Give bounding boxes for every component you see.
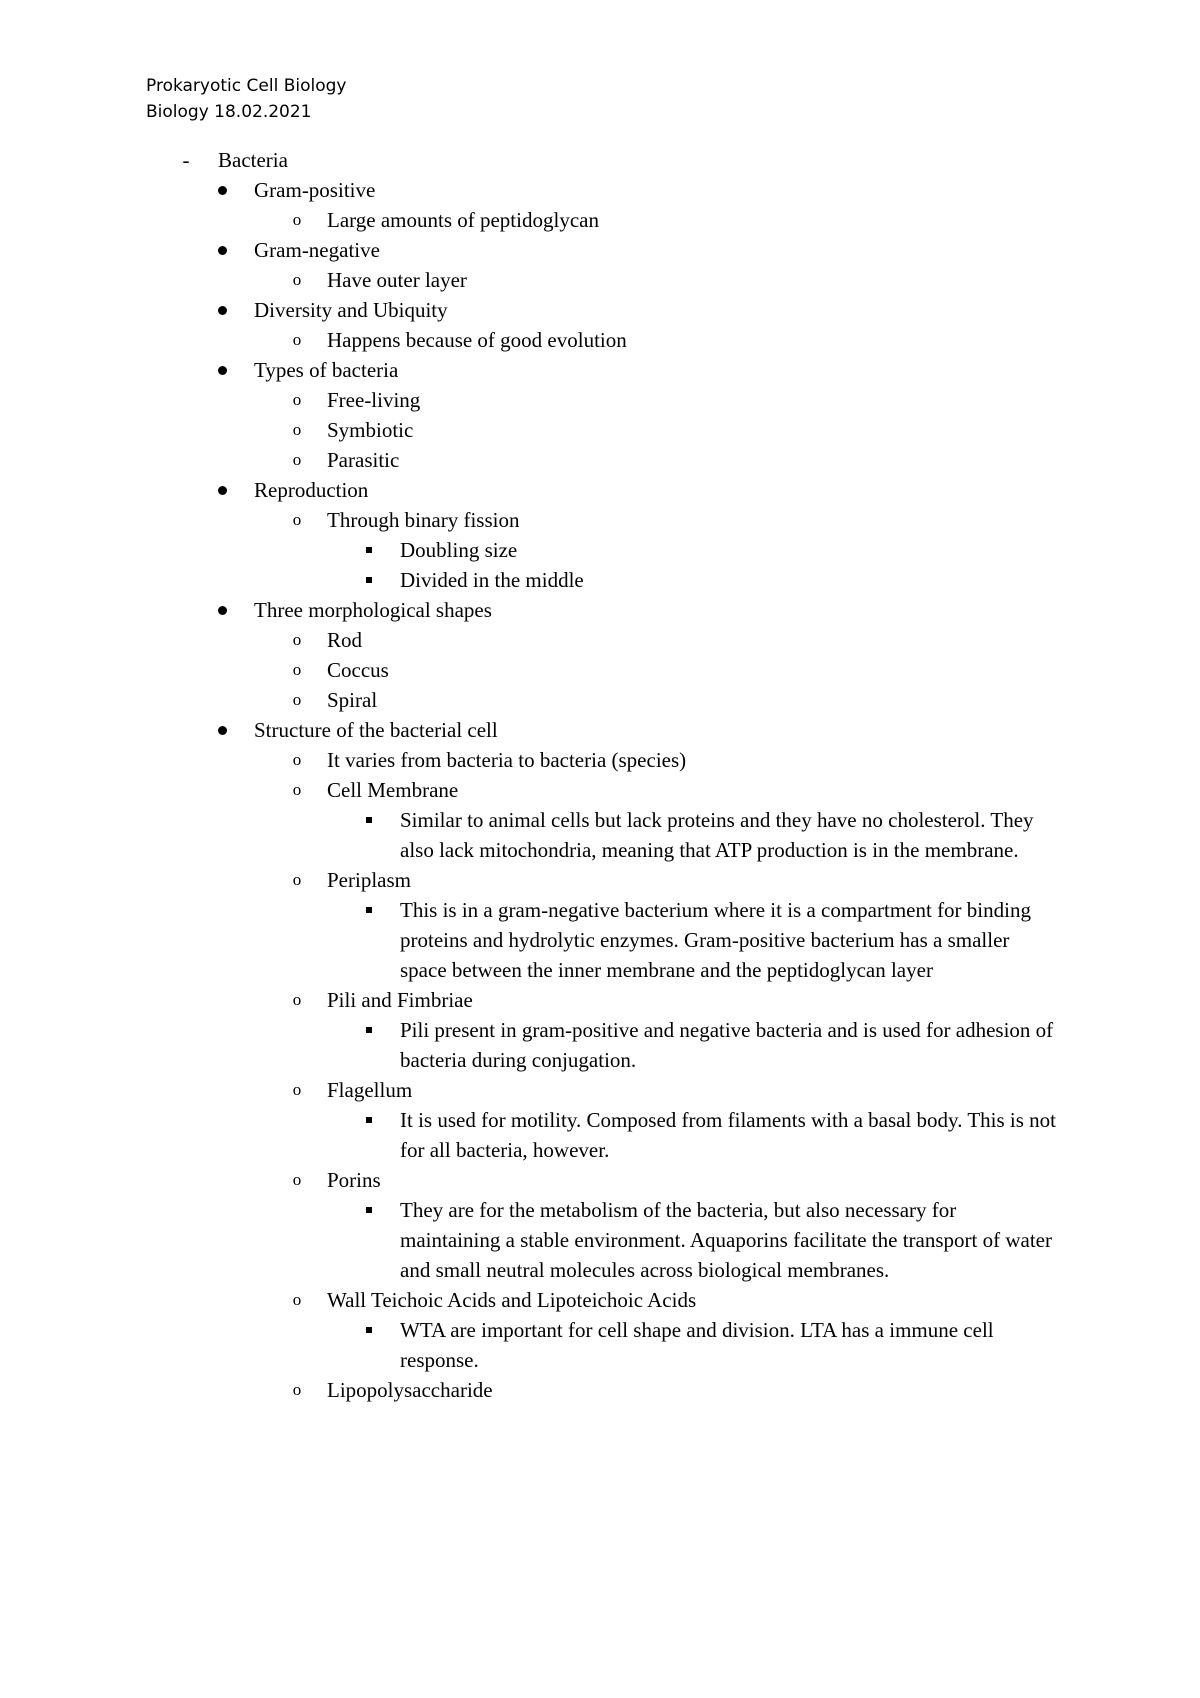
outline-item-text: Pili and Fimbriae: [327, 988, 473, 1012]
outline-item-level-2: [0, 745, 1200, 775]
outline-item-level-2: [0, 775, 1200, 805]
outline-item-level-3: [0, 535, 1200, 565]
outline-item-text: This is in a gram-negative bacterium where it is a compartment for binding proteins and hydrolytic enzymes. Gram-positive bacterium has a smaller space between the inner membrane and the peptidoglycan layer: [400, 898, 1031, 982]
document-subtitle: Biology 18.02.2021: [146, 102, 312, 122]
bullet-icon: [212, 475, 232, 505]
outline-item-level-2: [0, 625, 1200, 655]
outline-item-text: Porins: [327, 1168, 381, 1192]
circle-marker: o: [292, 990, 302, 1009]
outline-item-level-2: [0, 865, 1200, 895]
outline-item-level-2: [0, 685, 1200, 715]
circle-marker: o: [292, 750, 302, 769]
circle-marker: o: [292, 780, 302, 799]
outline-item-text: It is used for motility. Composed from filaments with a basal body. This is not for all bacteria, however.: [400, 1108, 1056, 1162]
square-bullet-icon: [359, 1105, 379, 1135]
outline-item-text: Flagellum: [327, 1078, 413, 1102]
circle-marker: o: [292, 420, 302, 439]
outline-item-text: Periplasm: [327, 868, 411, 892]
circle-marker: o: [292, 510, 302, 529]
outline-item-text: Divided in the middle: [400, 568, 584, 592]
outline-item-text: Lipopolysaccharide: [327, 1378, 493, 1402]
outline-item-level-2: [0, 1075, 1200, 1105]
square-bullet-icon: [359, 535, 379, 565]
outline-item-text: Bacteria: [218, 148, 288, 172]
dash-marker: -: [182, 148, 190, 172]
outline-item-text: Rod: [327, 628, 363, 652]
outline-item-level-2: [0, 1375, 1200, 1405]
outline-item-text: Similar to animal cells but lack proteins and they have no cholesterol. They also lack mitochondria, meaning that ATP production is in the membrane.: [400, 808, 1034, 862]
outline-item-level-3: [0, 1315, 1200, 1375]
square-bullet-icon: [359, 805, 379, 835]
document-header: [146, 73, 346, 125]
outline-item-level-1: [0, 175, 1200, 205]
circle-marker: o: [292, 870, 302, 889]
circle-marker: o: [292, 210, 302, 229]
circle-marker: o: [292, 1170, 302, 1189]
outline-item-level-2: [0, 205, 1200, 235]
outline-item-text: Three morphological shapes: [254, 598, 492, 622]
bullet-icon: [212, 295, 232, 325]
outline-item-text: Coccus: [327, 658, 389, 682]
circle-marker: o: [292, 270, 302, 289]
outline-item-text: Diversity and Ubiquity: [254, 298, 448, 322]
outline-item-text: Gram-negative: [254, 238, 380, 262]
outline-item-level-3: [0, 565, 1200, 595]
outline-item-level-3: [0, 805, 1200, 865]
outline-item-text: It varies from bacteria to bacteria (species): [327, 748, 687, 772]
outline-item-level-1: [0, 235, 1200, 265]
notes-outline: [0, 145, 1200, 1405]
outline-item-level-2: [0, 985, 1200, 1015]
outline-item-level-2: [0, 265, 1200, 295]
outline-item-text: WTA are important for cell shape and division. LTA has a immune cell response.: [400, 1318, 994, 1372]
circle-marker: o: [292, 1080, 302, 1099]
circle-marker: o: [292, 1380, 302, 1399]
outline-item-level-3: [0, 1015, 1200, 1075]
outline-item-text: Types of bacteria: [254, 358, 399, 382]
outline-item-level-1: [0, 355, 1200, 385]
outline-item-text: Spiral: [327, 688, 378, 712]
outline-item-text: Free-living: [327, 388, 421, 412]
bullet-icon: [212, 235, 232, 265]
outline-item-level-3: [0, 1195, 1200, 1285]
outline-item-text: Pili present in gram-positive and negative bacteria and is used for adhesion of bacteria during conjugation.: [400, 1018, 1054, 1072]
outline-item-level-2: [0, 325, 1200, 355]
outline-item-level-1: [0, 475, 1200, 505]
document-title: Prokaryotic Cell Biology: [146, 76, 347, 96]
outline-item-level-2: [0, 445, 1200, 475]
bullet-icon: [212, 595, 232, 625]
circle-marker: o: [292, 330, 302, 349]
circle-marker: o: [292, 390, 302, 409]
square-bullet-icon: [359, 1015, 379, 1045]
outline-item-text: They are for the metabolism of the bacteria, but also necessary for maintaining a stable environment. Aquaporins facilitate the transport of water and small neutral molecules across biological membranes.: [400, 1198, 1052, 1282]
bullet-icon: [212, 355, 232, 385]
circle-marker: o: [292, 1290, 302, 1309]
outline-item-level-1: [0, 595, 1200, 625]
outline-item-level-1: [0, 295, 1200, 325]
bullet-icon: [212, 175, 232, 205]
outline-item-text: Happens because of good evolution: [327, 328, 627, 352]
outline-item-text: Have outer layer: [327, 268, 467, 292]
outline-item-level-2: [0, 655, 1200, 685]
outline-item-level-2: [0, 385, 1200, 415]
outline-item-text: Structure of the bacterial cell: [254, 718, 498, 742]
square-bullet-icon: [359, 1195, 379, 1225]
outline-item-level-2: [0, 415, 1200, 445]
outline-item-level-3: [0, 895, 1200, 985]
circle-marker: o: [292, 660, 302, 679]
outline-item-text: Large amounts of peptidoglycan: [327, 208, 599, 232]
outline-item-text: Through binary fission: [327, 508, 520, 532]
outline-item-level-1: [0, 715, 1200, 745]
circle-marker: o: [292, 450, 302, 469]
bullet-icon: [212, 715, 232, 745]
outline-item-level-2: [0, 1285, 1200, 1315]
outline-item-level-2: [0, 1165, 1200, 1195]
outline-item-text: Symbiotic: [327, 418, 414, 442]
outline-item-level-2: [0, 505, 1200, 535]
outline-item-level-0: [0, 145, 1200, 175]
outline-item-text: Gram-positive: [254, 178, 376, 202]
square-bullet-icon: [359, 565, 379, 595]
outline-item-text: Doubling size: [400, 538, 518, 562]
circle-marker: o: [292, 690, 302, 709]
outline-item-text: Cell Membrane: [327, 778, 459, 802]
outline-item-text: Wall Teichoic Acids and Lipoteichoic Acids: [327, 1288, 697, 1312]
square-bullet-icon: [359, 895, 379, 925]
outline-item-level-3: [0, 1105, 1200, 1165]
outline-item-text: Reproduction: [254, 478, 369, 502]
outline-item-text: Parasitic: [327, 448, 400, 472]
circle-marker: o: [292, 630, 302, 649]
square-bullet-icon: [359, 1315, 379, 1345]
